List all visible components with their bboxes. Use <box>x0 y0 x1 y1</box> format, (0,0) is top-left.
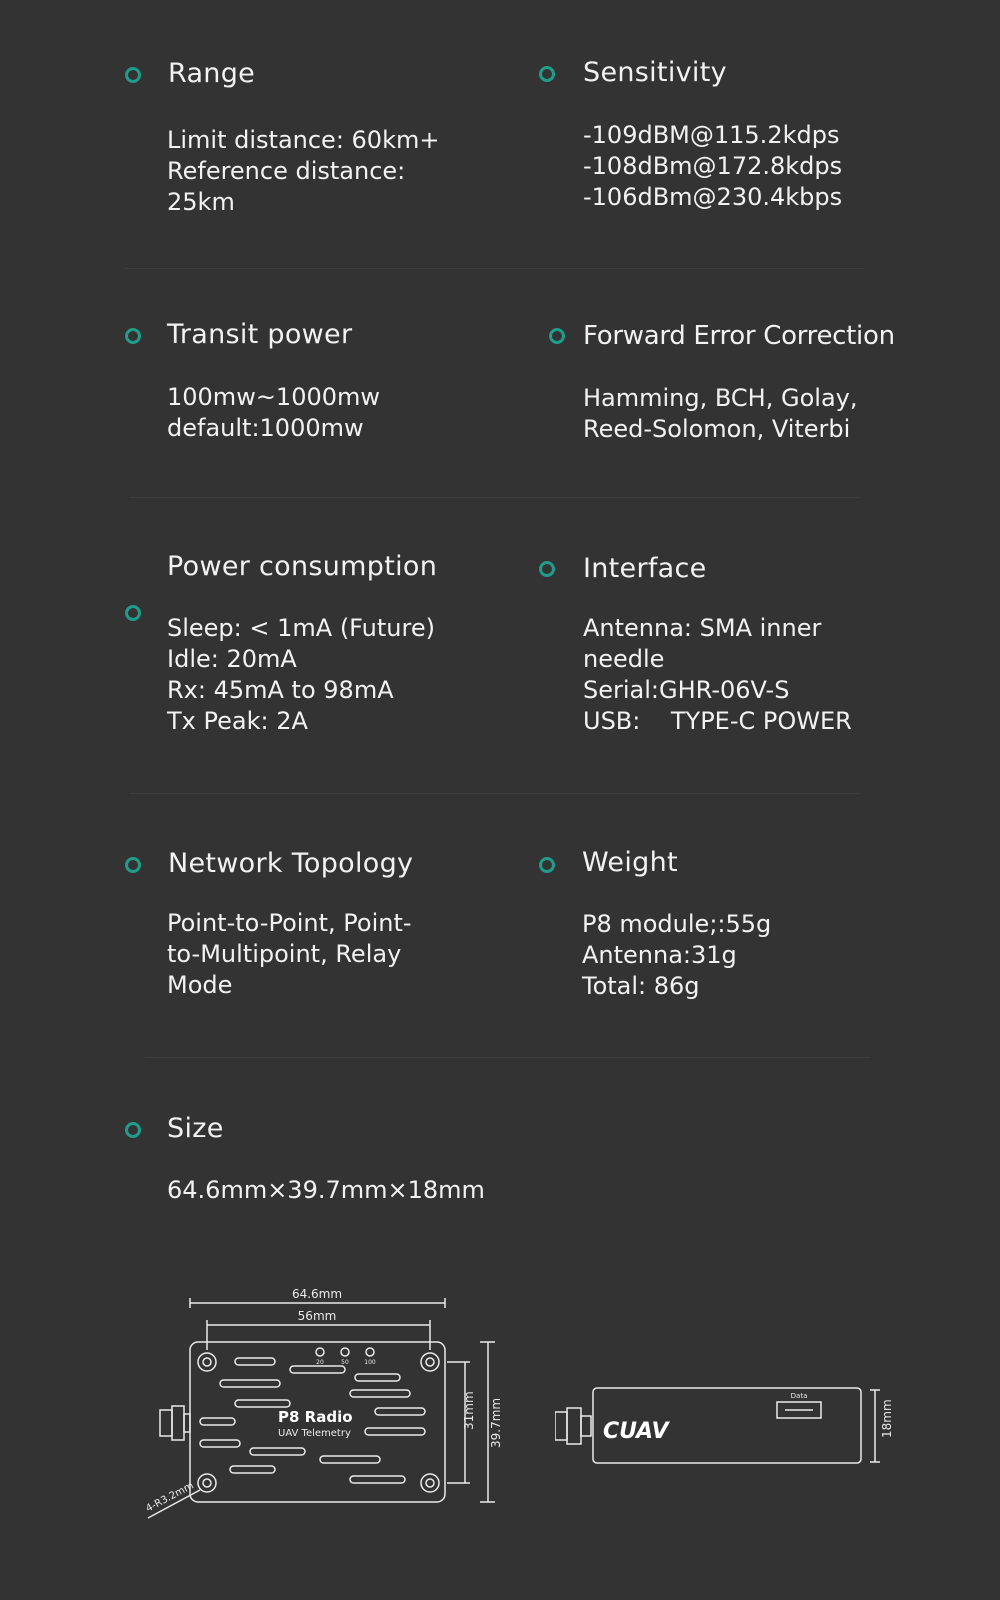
bullet-icon <box>539 66 555 82</box>
spec-body: P8 module;:55g Antenna:31g Total: 86g <box>582 910 772 1000</box>
spec-title: Forward Error Correction <box>583 321 895 351</box>
led-label: 20 <box>316 1359 324 1366</box>
top-view-drawing <box>140 1280 520 1550</box>
bullet-icon <box>539 857 555 873</box>
bullet-icon <box>549 328 565 344</box>
divider <box>145 1057 870 1058</box>
spec-body: 100mw~1000mw default:1000mw <box>167 383 381 442</box>
product-sub: UAV Telemetry <box>278 1428 351 1439</box>
spec-title: Size <box>167 1113 224 1144</box>
spec-body: 64.6mm×39.7mm×18mm <box>167 1176 485 1204</box>
spec-title: Transit power <box>167 319 353 350</box>
led-label: 50 <box>341 1359 349 1366</box>
dim-height-total: 39.7mm <box>489 1397 503 1448</box>
spec-title: Range <box>168 58 256 89</box>
spec-body: Sleep: < 1mA (Future) Idle: 20mA Rx: 45mA to 98mA Tx Peak: 2A <box>167 614 435 735</box>
spec-body: -109dBM@115.2kdps -108dBm@172.8kdps -106dBm@230.4kbps <box>583 121 843 211</box>
led-label: 100 <box>364 1359 376 1366</box>
dim-height: 18mm <box>880 1399 894 1438</box>
spec-body: Antenna: SMA inner needle Serial:GHR-06V-S USB: TYPE-C POWER <box>583 614 852 735</box>
side-view-drawing <box>555 1380 905 1480</box>
bullet-icon <box>125 605 141 621</box>
spec-body: Point-to-Point, Point- to-Multipoint, Relay Mode <box>167 909 412 999</box>
divider <box>125 268 865 269</box>
spec-title: Interface <box>583 553 707 584</box>
dim-width-inner: 56mm <box>297 1309 337 1323</box>
spec-title: Sensitivity <box>583 57 727 88</box>
brand-logo: CUAV <box>603 1419 669 1444</box>
dim-width-total: 64.6mm <box>291 1287 343 1301</box>
bullet-icon <box>125 67 141 83</box>
bullet-icon <box>125 328 141 344</box>
spec-body: Limit distance: 60km+ Reference distance: 25km <box>167 126 440 216</box>
bullet-icon <box>539 561 555 577</box>
spec-title: Network Topology <box>168 848 414 879</box>
product-name: P8 Radio <box>278 1408 353 1426</box>
dim-height-inner: 31mm <box>462 1391 476 1430</box>
divider <box>130 793 860 794</box>
spec-title: Power consumption <box>167 551 438 582</box>
bullet-icon <box>125 1122 141 1138</box>
port-label: Data <box>790 1392 808 1400</box>
hole-note: 4-R3.2mm <box>144 1480 196 1515</box>
bullet-icon <box>125 857 141 873</box>
spec-title: Weight <box>582 847 678 878</box>
spec-body: Hamming, BCH, Golay, Reed-Solomon, Viterbi <box>583 384 858 443</box>
divider <box>130 497 860 498</box>
